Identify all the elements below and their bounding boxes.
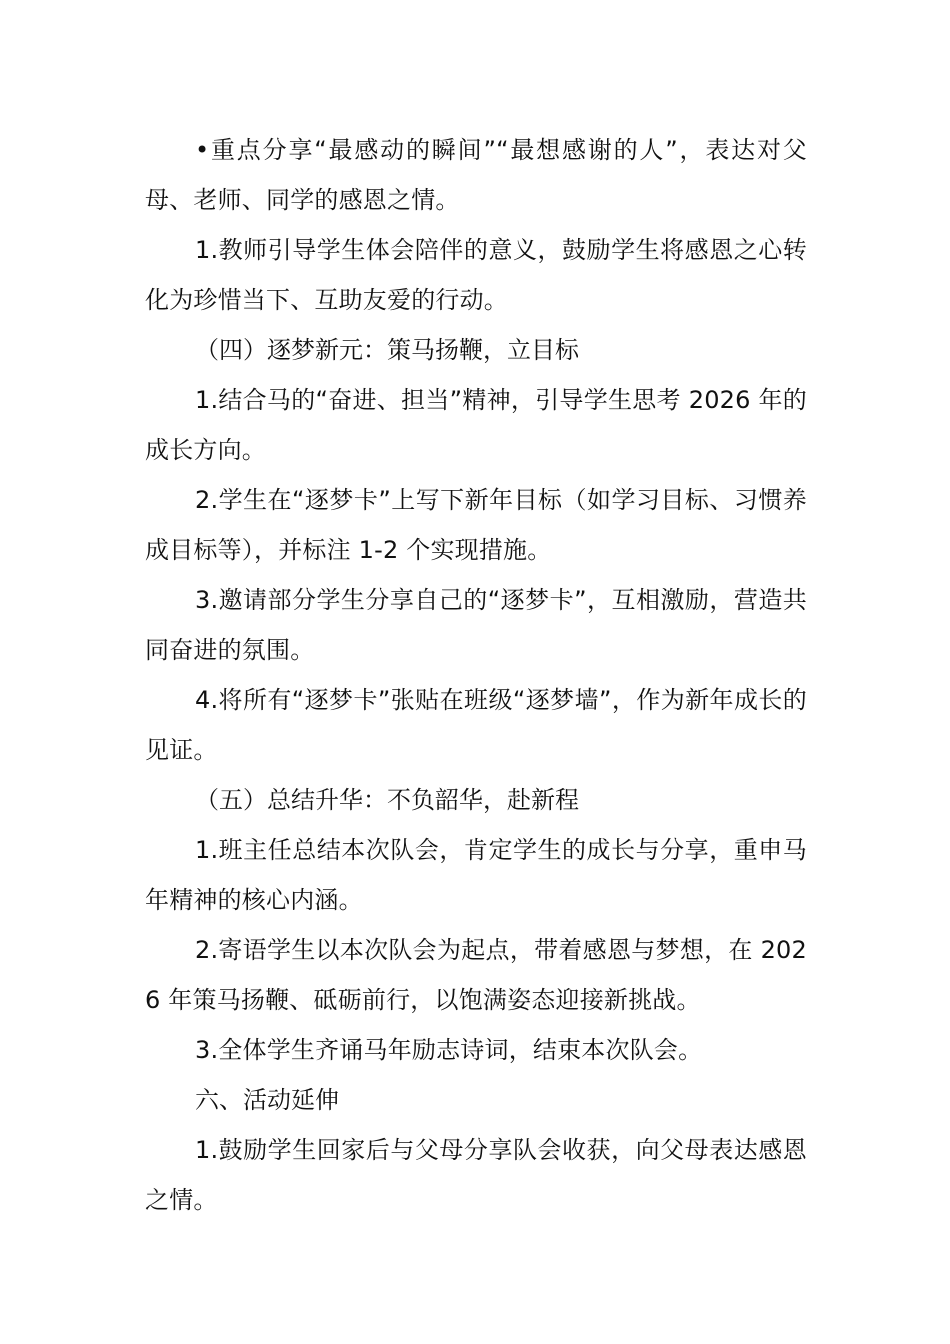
paragraph-dream-wall: 4.将所有“逐梦卡”张贴在班级“逐梦墙”，作为新年成长的见证。 — [145, 686, 807, 764]
paragraph-gratitude-share: •重点分享“最感动的瞬间”“最想感谢的人”，表达对父母、老师、同学的感恩之情。 — [145, 136, 807, 214]
paragraph-dream-card-share: 3.邀请部分学生分享自己的“逐梦卡”，互相激励，营造共同奋进的氛围。 — [145, 586, 807, 664]
paragraph-share-with-parents: 1.鼓励学生回家后与父母分享队会收获，向父母表达感恩之情。 — [145, 1136, 807, 1214]
document-body — [145, 125, 807, 1225]
paragraph-recite-poem: 3.全体学生齐诵马年励志诗词，结束本次队会。 — [195, 1036, 703, 1064]
paragraph-dream-card-write: 2.学生在“逐梦卡”上写下新年目标（如学习目标、习惯养成目标等），并标注 1-2 个实现措施。 — [145, 486, 807, 564]
paragraph-teacher-guide: 1.教师引导学生体会陪伴的意义，鼓励学生将感恩之心转化为珍惜当下、互助友爱的行动。 — [145, 236, 807, 314]
section-heading-four: （四）逐梦新元：策马扬鞭，立目标 — [195, 336, 579, 364]
paragraph-horse-spirit: 1.结合马的“奋进、担当”精神，引导学生思考 2026 年的成长方向。 — [145, 386, 807, 464]
section-heading-five: （五）总结升华：不负韶华，赴新程 — [195, 786, 579, 814]
paragraph-teacher-summary: 1.班主任总结本次队会，肯定学生的成长与分享，重申马年精神的核心内涵。 — [145, 836, 807, 914]
paragraph-wishes: 2.寄语学生以本次队会为起点，带着感恩与梦想，在 2026 年策马扬鞭、砥砺前行，以饱满姿态迎接新挑战。 — [145, 936, 807, 1014]
section-heading-six: 六、活动延伸 — [195, 1086, 339, 1114]
